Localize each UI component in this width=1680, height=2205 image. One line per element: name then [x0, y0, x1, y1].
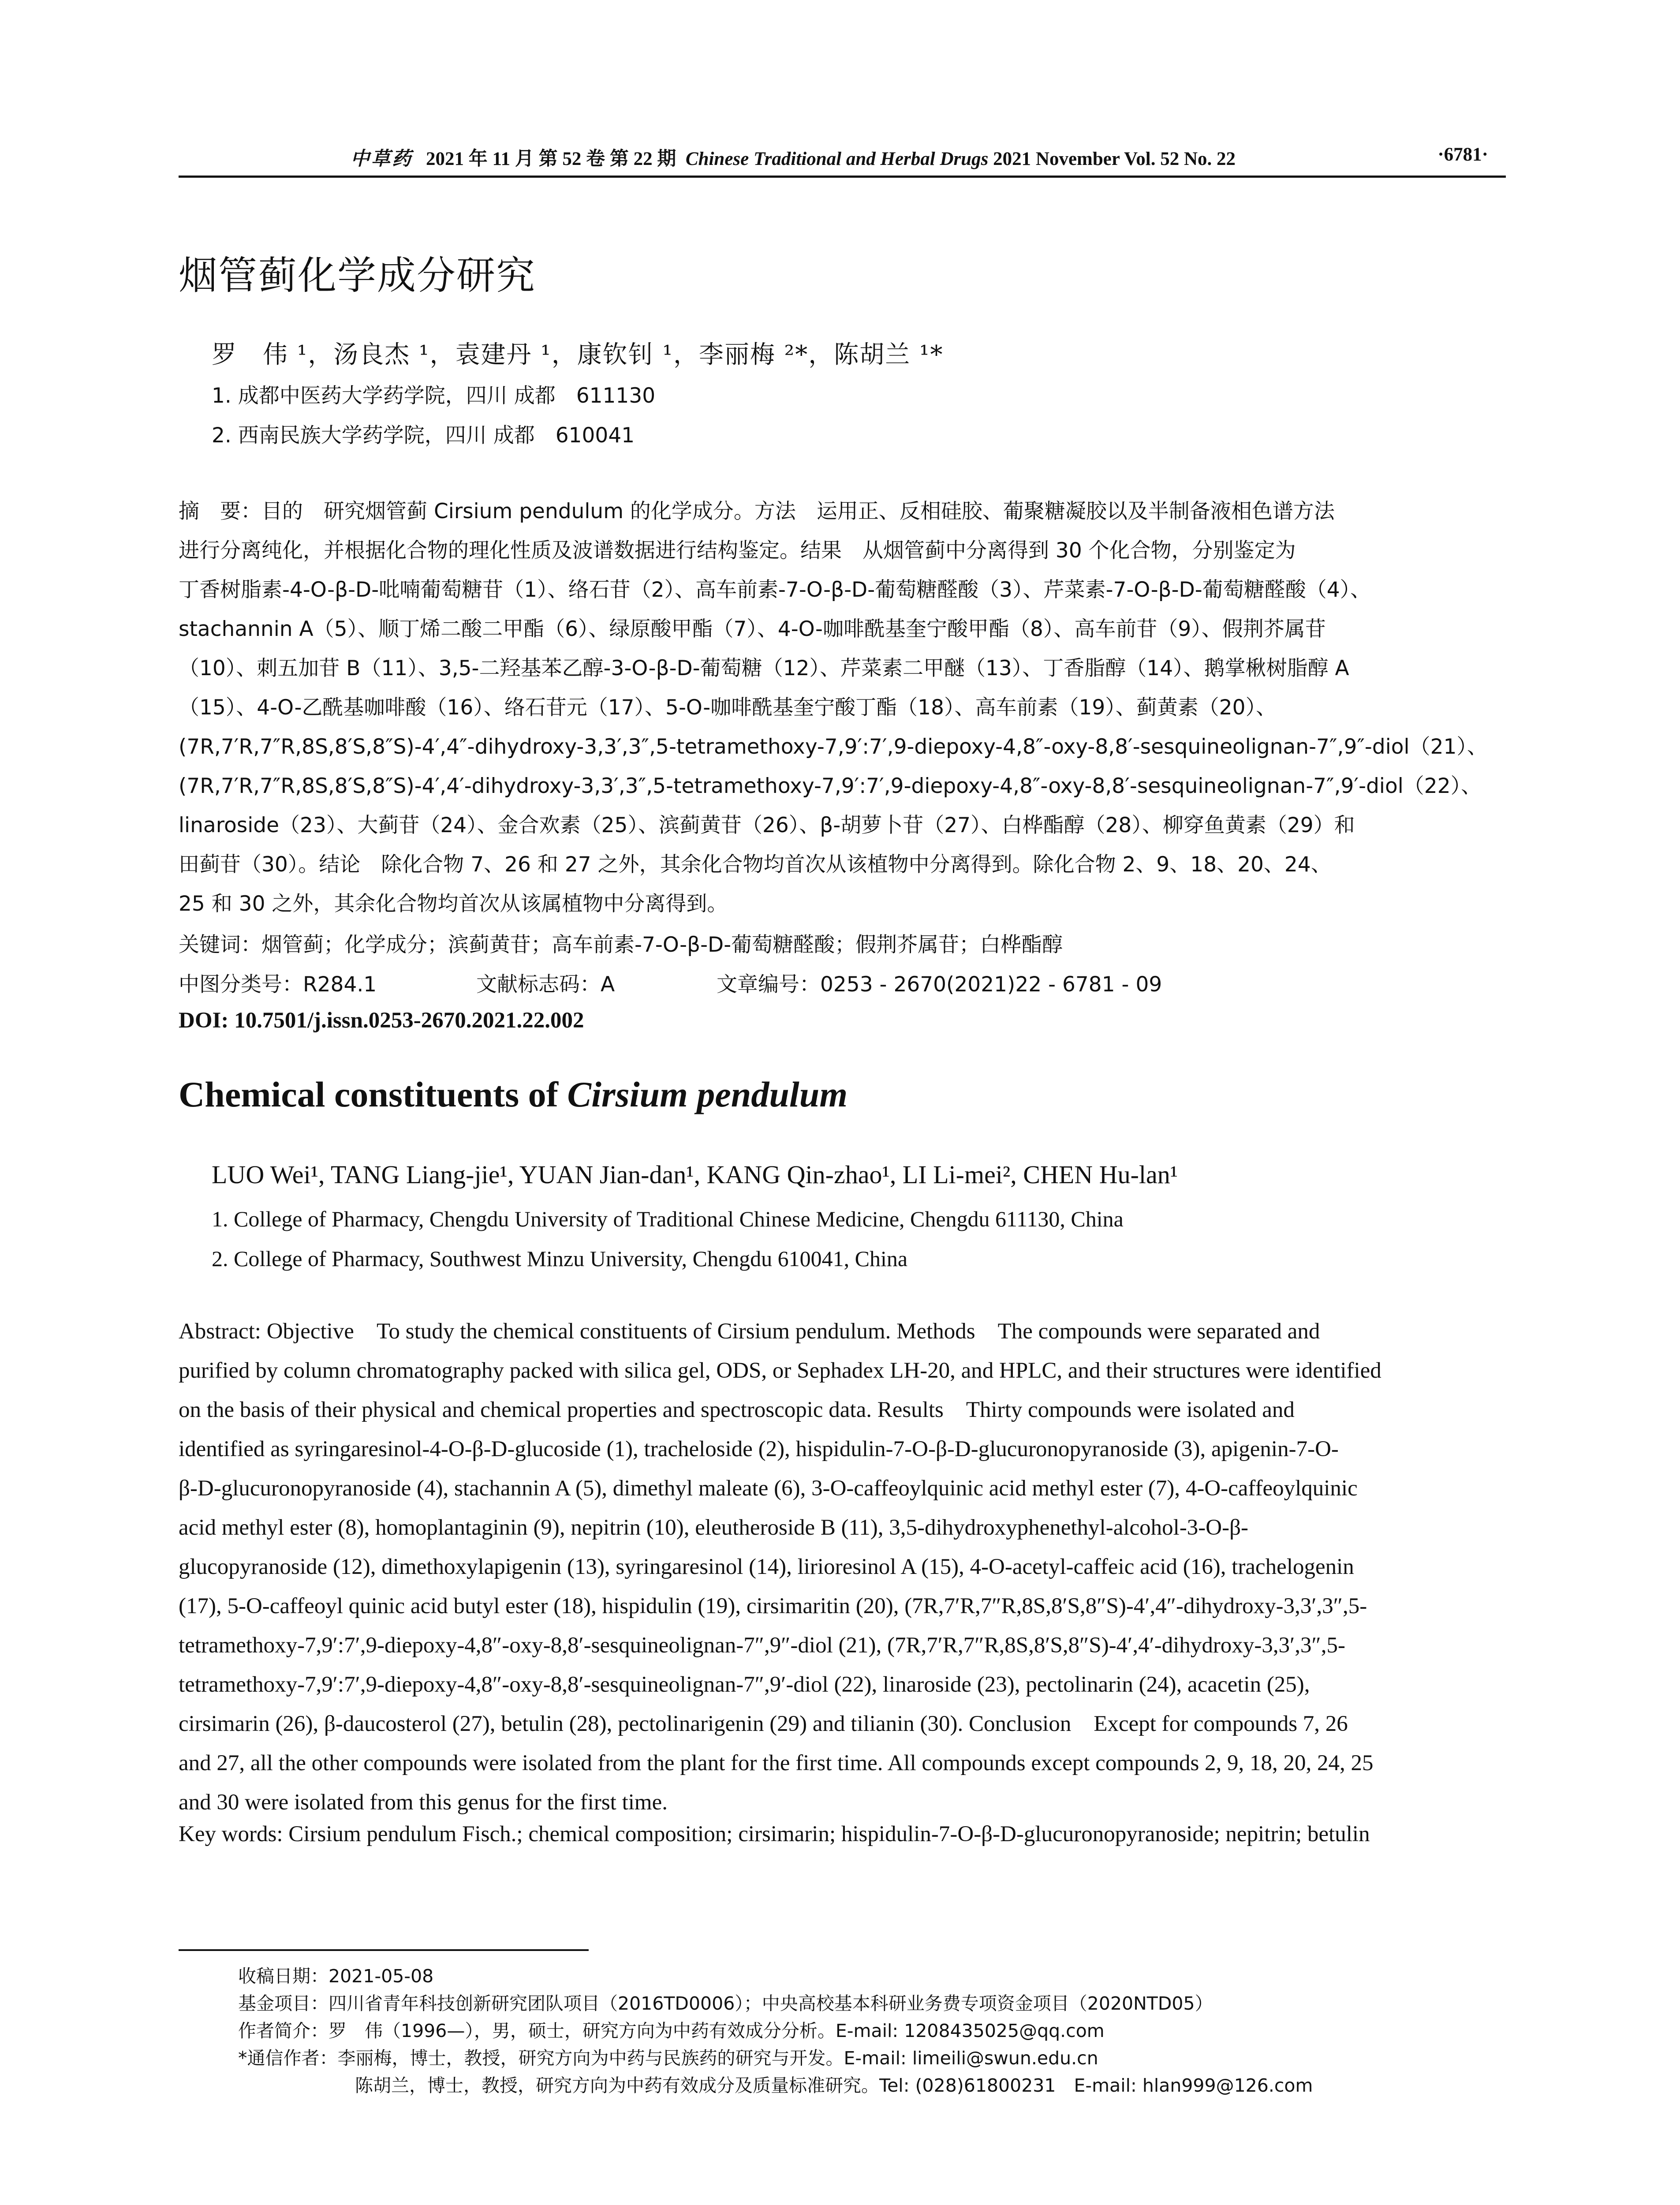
- en-abstract-line: and 27, all the other compounds were isolated from the plant for the first time. All compounds except compounds 2, 9, 18, 20, 24, 25: [179, 1751, 1374, 1775]
- en-abstract-line: cirsimarin (26), β-daucosterol (27), betulin (28), pectolinarigenin (29) and tilianin (30). Conclusion Except for compounds 7, 26: [179, 1712, 1348, 1736]
- journal-info: [351, 144, 1236, 171]
- en-authors: LUO Wei¹, TANG Liang-jie¹, YUAN Jian-dan¹, KANG Qin-zhao¹, LI Li-mei², CHEN Hu-lan¹: [212, 1160, 1178, 1189]
- en-abstract-line: β-D-glucuronopyranoside (4), stachannin A (5), dimethyl maleate (6), 3-O-caffeoylquinic acid methyl ester (7), 4-O-caffeoylquinic: [179, 1476, 1358, 1501]
- cn-abstract-line: 摘 要：目的 研究烟管蓟 Cirsium pendulum 的化学成分。方法 运用正、反相硅胶、葡聚糖凝胶以及半制备液相色谱方法: [179, 499, 1335, 523]
- cn-abstract-line: stachannin A（5）、顺丁烯二酸二甲酯（6）、绿原酸甲酯（7）、4-O-咖啡酰基奎宁酸甲酯（8）、高车前苷（9）、假荆芥属苷: [179, 617, 1326, 641]
- cn-abstract-line: 进行分离纯化，并根据化合物的理化性质及波谱数据进行结构鉴定。结果 从烟管蓟中分离得到 30 个化合物，分别鉴定为: [179, 538, 1296, 563]
- page-number: ·6781·: [1437, 144, 1488, 165]
- cn-affiliation-2: 2. 西南民族大学药学院，四川 成都 610041: [212, 423, 635, 448]
- en-abstract-line: Abstract: Objective To study the chemical constituents of Cirsium pendulum. Methods The compounds were separated and: [179, 1319, 1320, 1344]
- cn-keywords: 关键词：烟管蓟；化学成分；滨蓟黄苷；高车前素-7-O-β-D-葡萄糖醛酸；假荆芥属苷；白桦酯醇: [179, 933, 1063, 957]
- journal-cn-name: 中草药: [351, 148, 413, 170]
- cn-abstract-line: （10）、刺五加苷 B（11）、3,5-二羟基苯乙醇-3-O-β-D-葡萄糖（12）、芹菜素二甲醚（13）、丁香脂醇（14）、鹅掌楸树脂醇 A: [179, 656, 1349, 680]
- header-rule: [179, 176, 1506, 178]
- journal-cn-date: 2021 年 11 月 第 52 卷 第 22 期: [426, 149, 676, 169]
- journal-en-date: 2021 November Vol. 52 No. 22: [993, 149, 1236, 169]
- en-abstract: [179, 1312, 1501, 1822]
- cn-abstract-line: (7R,7′R,7″R,8S,8′S,8″S)-4′,4′-dihydroxy-3,3′,3″,5-tetramethoxy-7,9′:7′,9-diepoxy-4,8″-oxy-8,8′-sesquineolignan-7″,9′-diol（22）、: [179, 774, 1482, 798]
- footnote-author-intro: 作者简介：罗 伟（1996—），男，硕士，研究方向为中药有效成分分析。E-mail: 1208435025@qq.com: [238, 2020, 1105, 2041]
- journal-en-name: Chinese Traditional and Herbal Drugs: [685, 149, 989, 169]
- en-title-plain: Chemical constituents of: [179, 1074, 567, 1114]
- en-abstract-line: (17), 5-O-caffeoyl quinic acid butyl ester (18), hispidulin (19), cirsimaritin (20), (7R,7′R,7″R,8S,8′S,8″S)-4′,4″-dihydroxy-3,3′,3″,5-: [179, 1594, 1367, 1618]
- en-abstract-line: and 30 were isolated from this genus for the first time.: [179, 1790, 668, 1815]
- footnote-corresponding-2: 陈胡兰，博士，教授，研究方向为中药有效成分及质量标准研究。Tel: (028)61800231 E-mail: hlan999@126.com: [355, 2075, 1313, 2096]
- en-affiliation-1: 1. College of Pharmacy, Chengdu University of Traditional Chinese Medicine, Chengdu 611130, China: [212, 1207, 1124, 1231]
- en-abstract-line: tetramethoxy-7,9′:7′,9-diepoxy-4,8″-oxy-8,8′-sesquineolignan-7″,9′-diol (22), linaroside (23), pectolinarin (24), acacetin (25),: [179, 1672, 1310, 1697]
- cn-abstract-line: 25 和 30 之外，其余化合物均首次从该属植物中分离得到。: [179, 892, 728, 916]
- footnote-rule: [179, 1949, 589, 1951]
- en-abstract-line: identified as syringaresinol-4-O-β-D-glucoside (1), tracheloside (2), hispidulin-7-O-β-D-glucuronopyranoside (3), apigenin-7-O-: [179, 1437, 1339, 1461]
- en-abstract-line: purified by column chromatography packed with silica gel, ODS, or Sephadex LH-20, and HPLC, and their structures were identified: [179, 1358, 1381, 1383]
- en-abstract-line: tetramethoxy-7,9′:7′,9-diepoxy-4,8″-oxy-8,8′-sesquineolignan-7″,9″-diol (21), (7R,7′R,7″R,8S,8′S,8″S)-4′,4′-dihydroxy-3,3′,3″,5-: [179, 1633, 1345, 1658]
- cn-article-number: 文章编号：0253 - 2670(2021)22 - 6781 - 09: [717, 972, 1162, 997]
- doi: DOI: 10.7501/j.issn.0253-2670.2021.22.002: [179, 1008, 584, 1033]
- running-header: [179, 140, 1506, 171]
- cn-affiliation-1: 1. 成都中医药大学药学院，四川 成都 611130: [212, 384, 656, 408]
- cn-abstract: [179, 492, 1501, 923]
- cn-abstract-line: （15）、4-O-乙酰基咖啡酸（16）、络石苷元（17）、5-O-咖啡酰基奎宁酸丁酯（18）、高车前素（19）、蓟黄素（20）、: [179, 695, 1277, 720]
- footnote-fund: 基金项目：四川省青年科技创新研究团队项目（2016TD0006）；中央高校基本科研业务费专项资金项目（2020NTD05）: [238, 1993, 1213, 2014]
- cn-abstract-line: (7R,7′R,7″R,8S,8′S,8″S)-4′,4″-dihydroxy-3,3′,3″,5-tetramethoxy-7,9′:7′,9-diepoxy-4,8″-oxy-8,8′-sesquineolignan-7″,9″-diol（21）、: [179, 735, 1488, 759]
- en-abstract-line: acid methyl ester (8), homoplantaginin (9), nepitrin (10), eleutheroside B (11), 3,5-dihydroxyphenethyl-alcohol-3-O-β-: [179, 1515, 1249, 1540]
- en-abstract-line: glucopyranoside (12), dimethoxylapigenin (13), syringaresinol (14), lirioresinol A (15), 4-O-acetyl-caffeic acid (16), trachelogenin: [179, 1555, 1354, 1579]
- en-affiliation-2: 2. College of Pharmacy, Southwest Minzu University, Chengdu 610041, China: [212, 1246, 908, 1271]
- en-title: [179, 1074, 847, 1115]
- cn-classification: 中图分类号：R284.1: [179, 972, 377, 997]
- footnote-received: 收稿日期：2021-05-08: [238, 1966, 434, 1987]
- cn-abstract-line: linaroside（23）、大蓟苷（24）、金合欢素（25）、滨蓟黄苷（26）、β-胡萝卜苷（27）、白桦酯醇（28）、柳穿鱼黄素（29）和: [179, 813, 1355, 837]
- en-abstract-line: on the basis of their physical and chemical properties and spectroscopic data. Results Thirty compounds were isolated and: [179, 1398, 1295, 1422]
- cn-authors: 罗 伟 ¹，汤良杰 ¹，袁建丹 ¹，康钦钊 ¹，李丽梅 ²*，陈胡兰 ¹*: [212, 340, 944, 369]
- cn-abstract-line: 丁香树脂素-4-O-β-D-吡喃葡萄糖苷（1）、络石苷（2）、高车前素-7-O-β-D-葡萄糖醛酸（3）、芹菜素-7-O-β-D-葡萄糖醛酸（4）、: [179, 578, 1371, 602]
- cn-abstract-line: 田蓟苷（30）。结论 除化合物 7、26 和 27 之外，其余化合物均首次从该植物中分离得到。除化合物 2、9、18、20、24、: [179, 852, 1332, 877]
- en-keywords: Key words: Cirsium pendulum Fisch.; chemical composition; cirsimarin; hispidulin-7-O-β-D-glucuronopyranoside; nepitrin; betulin: [179, 1822, 1370, 1846]
- cn-doc-code: 文献标志码：A: [476, 972, 615, 997]
- en-title-species: Cirsium pendulum: [567, 1074, 848, 1114]
- footnote-corresponding-1: *通信作者：李丽梅，博士，教授，研究方向为中药与民族药的研究与开发。E-mail: limeili@swun.edu.cn: [238, 2048, 1098, 2069]
- cn-title: 烟管蓟化学成分研究: [179, 253, 536, 298]
